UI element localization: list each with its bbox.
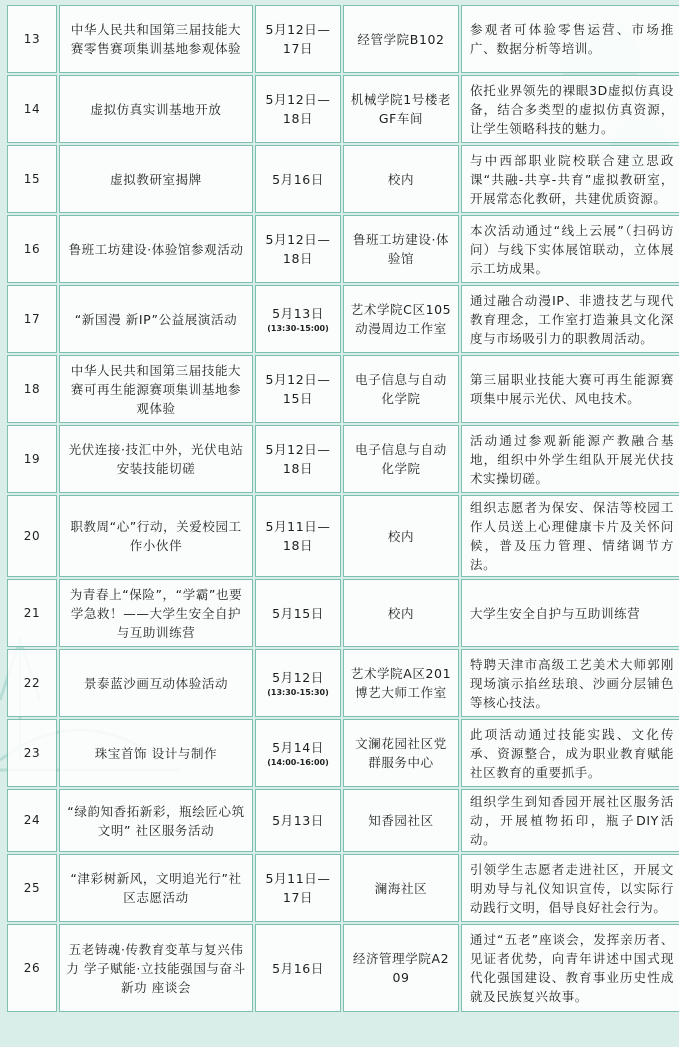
row-number: 25	[7, 854, 57, 922]
activity-description: 参观者可体验零售运营、市场推广、数据分析等培训。	[461, 5, 679, 73]
activity-name: 中华人民共和国第三届技能大赛零售赛项集训基地参观体验	[59, 5, 253, 73]
row-number: 20	[7, 495, 57, 577]
activity-date: 5月12日—18日	[255, 75, 341, 143]
activity-name: 珠宝首饰 设计与制作	[59, 719, 253, 787]
table-row	[7, 579, 679, 647]
table-row	[7, 924, 679, 1012]
row-number: 26	[7, 924, 57, 1012]
activity-place: 鲁班工坊建设·体验馆	[343, 215, 459, 283]
activity-place: 澜海社区	[343, 854, 459, 922]
activity-place: 经管学院B102	[343, 5, 459, 73]
table-row	[7, 789, 679, 852]
activity-date: 5月15日	[255, 579, 341, 647]
activity-name: 虚拟教研室揭牌	[59, 145, 253, 213]
activity-place: 校内	[343, 495, 459, 577]
activity-date: 5月11日—17日	[255, 854, 341, 922]
activity-description: 组织志愿者为保安、保洁等校园工作人员送上心理健康卡片及关怀问候，普及压力管理、情绪调节方法。	[461, 495, 679, 577]
activity-table	[5, 3, 679, 1014]
activity-date: 5月13日 (13:30-15:00)	[255, 285, 341, 353]
activity-description: 活动通过参观新能源产教融合基地，组织中外学生组队开展光伏技术实操切磋。	[461, 425, 679, 493]
table-row	[7, 355, 679, 423]
row-number: 19	[7, 425, 57, 493]
activity-place: 电子信息与自动化学院	[343, 425, 459, 493]
activity-description: 特聘天津市高级工艺美术大师郭刚现场演示掐丝珐琅、沙画分层铺色等核心技法。	[461, 649, 679, 717]
activity-name: 鲁班工坊建设·体验馆参观活动	[59, 215, 253, 283]
activity-name: 虚拟仿真实训基地开放	[59, 75, 253, 143]
row-number: 13	[7, 5, 57, 73]
activity-description: 组织学生到知香园开展社区服务活动，开展植物拓印，瓶子DIY活动。	[461, 789, 679, 852]
row-number: 17	[7, 285, 57, 353]
activity-name: “绿韵知香拓新彩，瓶绘匠心筑文明” 社区服务活动	[59, 789, 253, 852]
activity-date: 5月12日—18日	[255, 425, 341, 493]
table-row	[7, 649, 679, 717]
table-row	[7, 5, 679, 73]
table-row	[7, 425, 679, 493]
table-row	[7, 285, 679, 353]
row-number: 14	[7, 75, 57, 143]
activity-name: “津彩树新风，文明追光行”社区志愿活动	[59, 854, 253, 922]
table-row	[7, 75, 679, 143]
activity-place: 文澜花园社区党群服务中心	[343, 719, 459, 787]
table-row	[7, 495, 679, 577]
activity-name: 中华人民共和国第三届技能大赛可再生能源赛项集训基地参观体验	[59, 355, 253, 423]
table-row	[7, 719, 679, 787]
activity-place: 校内	[343, 145, 459, 213]
activity-name: 为青春上“保险”，“学霸”也要学急救！——大学生安全自护与互助训练营	[59, 579, 253, 647]
activity-description: 引领学生志愿者走进社区，开展文明劝导与礼仪知识宣传，以实际行动践行文明，倡导良好社会行为。	[461, 854, 679, 922]
activity-description: 通过“五老”座谈会，发挥亲历者、见证者优势，向青年讲述中国式现代化强国建设、教育事业历史性成就及民族复兴故事。	[461, 924, 679, 1012]
activity-place: 电子信息与自动化学院	[343, 355, 459, 423]
activity-date: 5月12日—17日	[255, 5, 341, 73]
activity-date: 5月12日 (13:30-15:30)	[255, 649, 341, 717]
activity-date: 5月11日—18日	[255, 495, 341, 577]
activity-time: (13:30-15:00)	[267, 323, 329, 333]
activity-description: 与中西部职业院校联合建立思政课“共融-共享-共育”虚拟教研室，开展常态化教研，共建优质资源。	[461, 145, 679, 213]
activity-date: 5月14日 (14:00-16:00)	[255, 719, 341, 787]
table-row	[7, 854, 679, 922]
activity-place: 艺术学院C区105动漫周边工作室	[343, 285, 459, 353]
activity-place: 校内	[343, 579, 459, 647]
activity-date: 5月12日—18日	[255, 215, 341, 283]
activity-time: (13:30-15:30)	[267, 687, 329, 697]
activity-description: 此项活动通过技能实践、文化传承、资源整合，成为职业教育赋能社区教育的重要抓手。	[461, 719, 679, 787]
activity-name: 五老铸魂·传教育变革与复兴伟力 学子赋能·立技能强国与奋斗新功 座谈会	[59, 924, 253, 1012]
activity-description: 大学生安全自护与互助训练营	[461, 579, 679, 647]
table-row	[7, 215, 679, 283]
activity-name: “新国漫 新IP”公益展演活动	[59, 285, 253, 353]
row-number: 23	[7, 719, 57, 787]
activity-description: 第三届职业技能大赛可再生能源赛项集中展示光伏、风电技术。	[461, 355, 679, 423]
activity-place: 知香园社区	[343, 789, 459, 852]
activity-place: 艺术学院A区201博艺大师工作室	[343, 649, 459, 717]
table-row	[7, 145, 679, 213]
row-number: 16	[7, 215, 57, 283]
row-number: 21	[7, 579, 57, 647]
activity-description: 依托业界领先的裸眼3D虚拟仿真设备，结合多类型的虚拟仿真资源，让学生领略科技的魅力。	[461, 75, 679, 143]
activity-name: 职教周“心”行动，关爱校园工作小伙伴	[59, 495, 253, 577]
activity-time: (14:00-16:00)	[267, 757, 329, 767]
activity-place: 经济管理学院A209	[343, 924, 459, 1012]
activity-place: 机械学院1号楼老GF车间	[343, 75, 459, 143]
row-number: 18	[7, 355, 57, 423]
activity-date: 5月16日	[255, 924, 341, 1012]
row-number: 22	[7, 649, 57, 717]
activity-table-sheet	[5, 3, 673, 1014]
activity-description: 通过融合动漫IP、非遗技艺与现代教育理念，工作室打造兼具文化深度与市场吸引力的职教周活动。	[461, 285, 679, 353]
activity-name: 景泰蓝沙画互动体验活动	[59, 649, 253, 717]
activity-date: 5月16日	[255, 145, 341, 213]
activity-date: 5月12日—15日	[255, 355, 341, 423]
row-number: 24	[7, 789, 57, 852]
activity-date: 5月13日	[255, 789, 341, 852]
activity-name: 光伏连接·技汇中外，光伏电站安装技能切磋	[59, 425, 253, 493]
activity-description: 本次活动通过“线上云展”（扫码访问）与线下实体展馆联动，立体展示工坊成果。	[461, 215, 679, 283]
row-number: 15	[7, 145, 57, 213]
